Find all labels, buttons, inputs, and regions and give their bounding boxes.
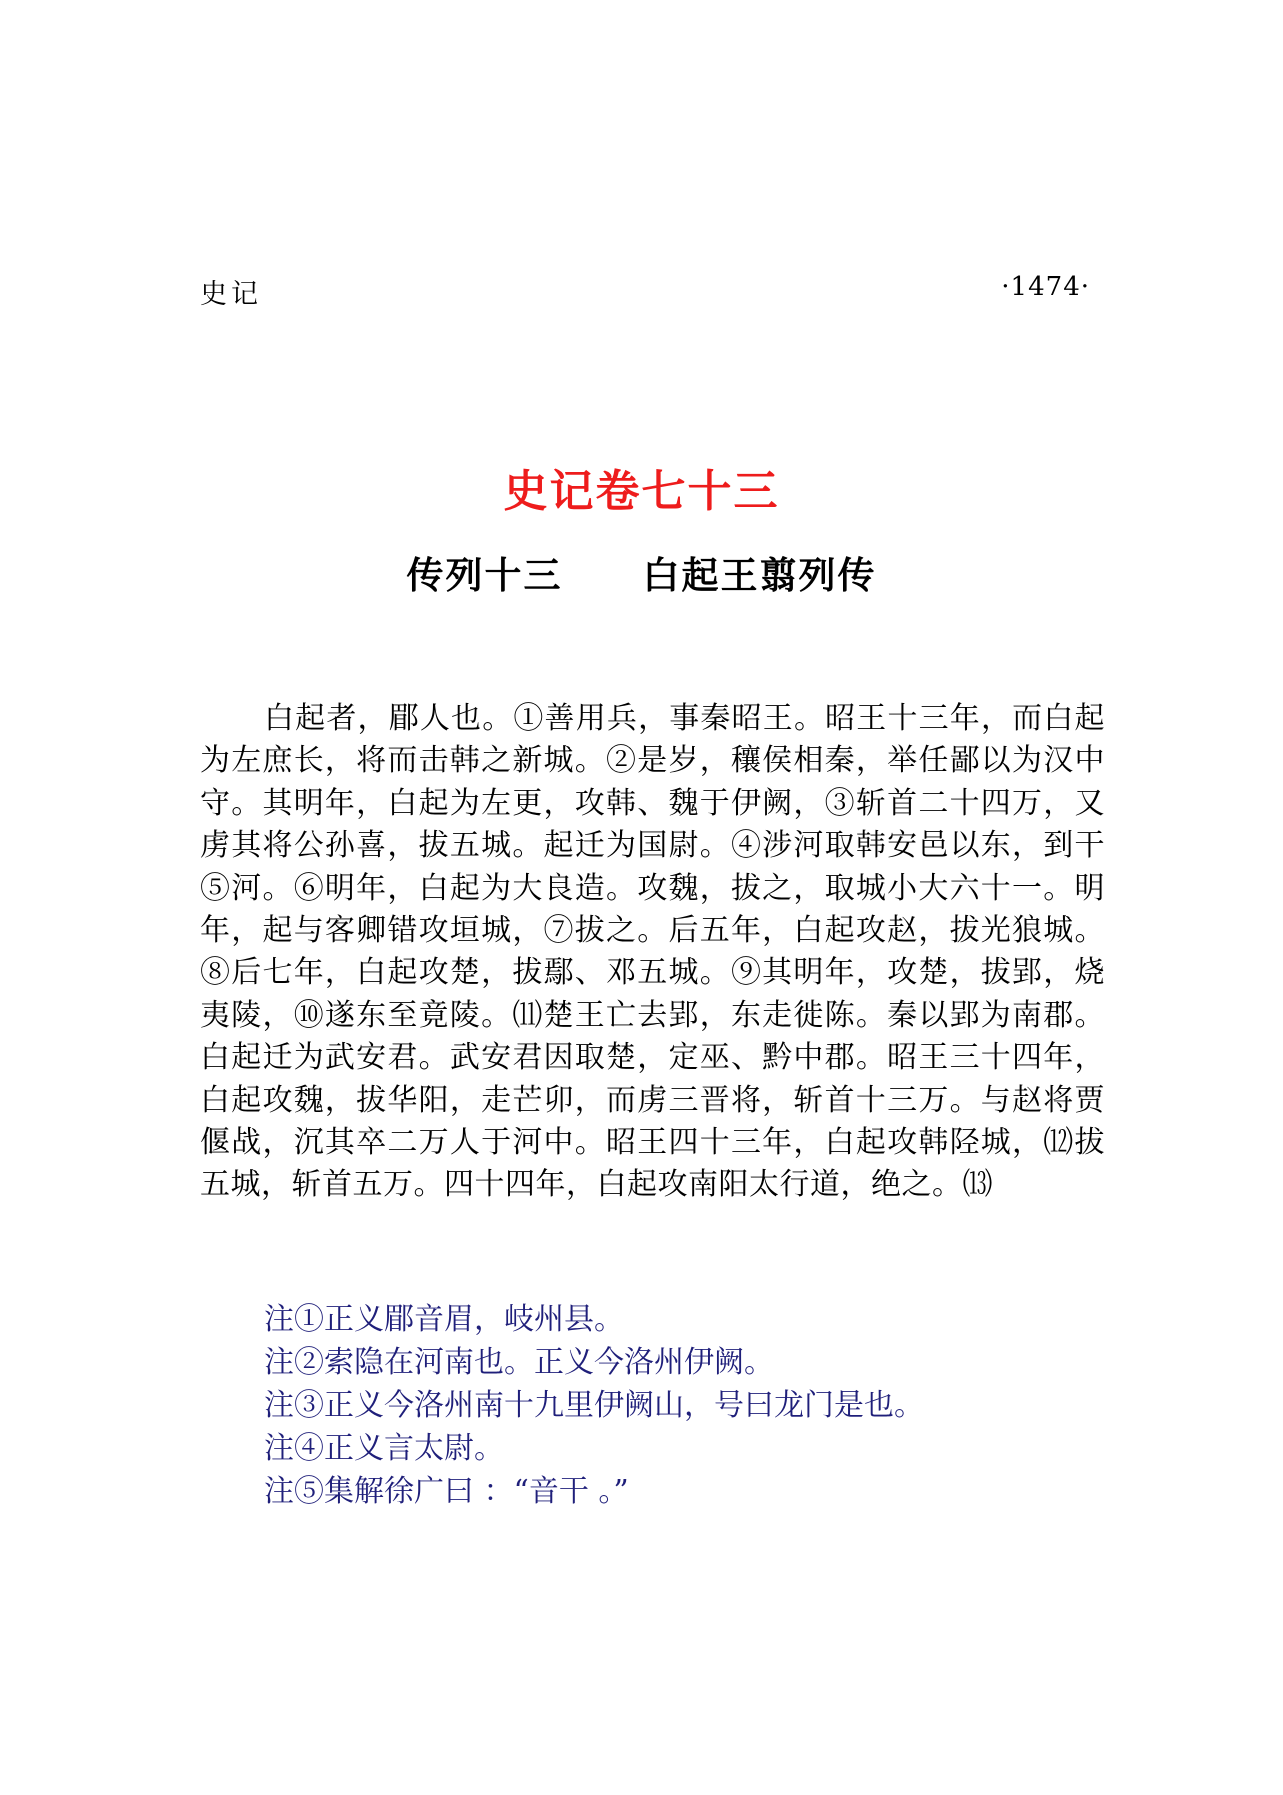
note-item: 注③正义今洛州南十九里伊阙山，号曰龙门是也。 — [264, 1388, 924, 1423]
body-paragraph: 白起者，郿人也。①善用兵，事秦昭王。昭王十三年，而白起为左庶长，将而击韩之新城。②是岁，穰侯相秦，举任鄙以为汉中守。其明年，白起为左更，攻韩、魏于伊阙，③斩首二十四万，又虏其将公孙喜，拔五城。起迁为国尉。④涉河取韩安邑以东，到干⑤河。⑥明年，白起为大良造。攻魏，拔之，取城小大六十一。明年，起与客卿错攻垣城，⑦拔之。后五年，白起攻赵，拔光狼城。⑧后七年，白起攻楚，拔鄢、邓五城。⑨其明年，攻楚，拔郢，烧夷陵，⑩遂东至竟陵。⑾楚王亡去郢，东走徙陈。秦以郢为南郡。白起迁为武安君。武安君因取楚，定巫、黔中郡。昭王三十四年，白起攻魏，拔华阳，走芒卯，而虏三晋将，斩首十三万。与赵将贾偃战，沉其卒二万人于河中。昭王四十三年，白起攻韩陉城，⑿拔五城，斩首五万。四十四年，白起攻南阳太行道，绝之。⒀ — [200, 701, 1105, 1203]
chapter-title — [0, 545, 1283, 599]
note-item: 注④正义言太尉。 — [264, 1431, 504, 1466]
notes-list — [264, 1298, 1124, 1513]
running-head — [200, 272, 1090, 312]
note-item: 注⑤集解徐广曰 ：“音干 。” — [264, 1474, 629, 1509]
chapter-name: 白起王翦列传 — [642, 554, 877, 597]
chapter-series-label: 传列十三 — [406, 554, 563, 597]
note-item: 注①正义郿音眉，岐州县。 — [264, 1302, 624, 1337]
note-item: 注②索隐在河南也。正义今洛州伊阙。 — [264, 1345, 774, 1380]
volume-title: 史记卷七十三 — [503, 466, 780, 517]
page-number: ·1474· — [1001, 272, 1090, 302]
book-name: 史记 — [200, 279, 262, 310]
